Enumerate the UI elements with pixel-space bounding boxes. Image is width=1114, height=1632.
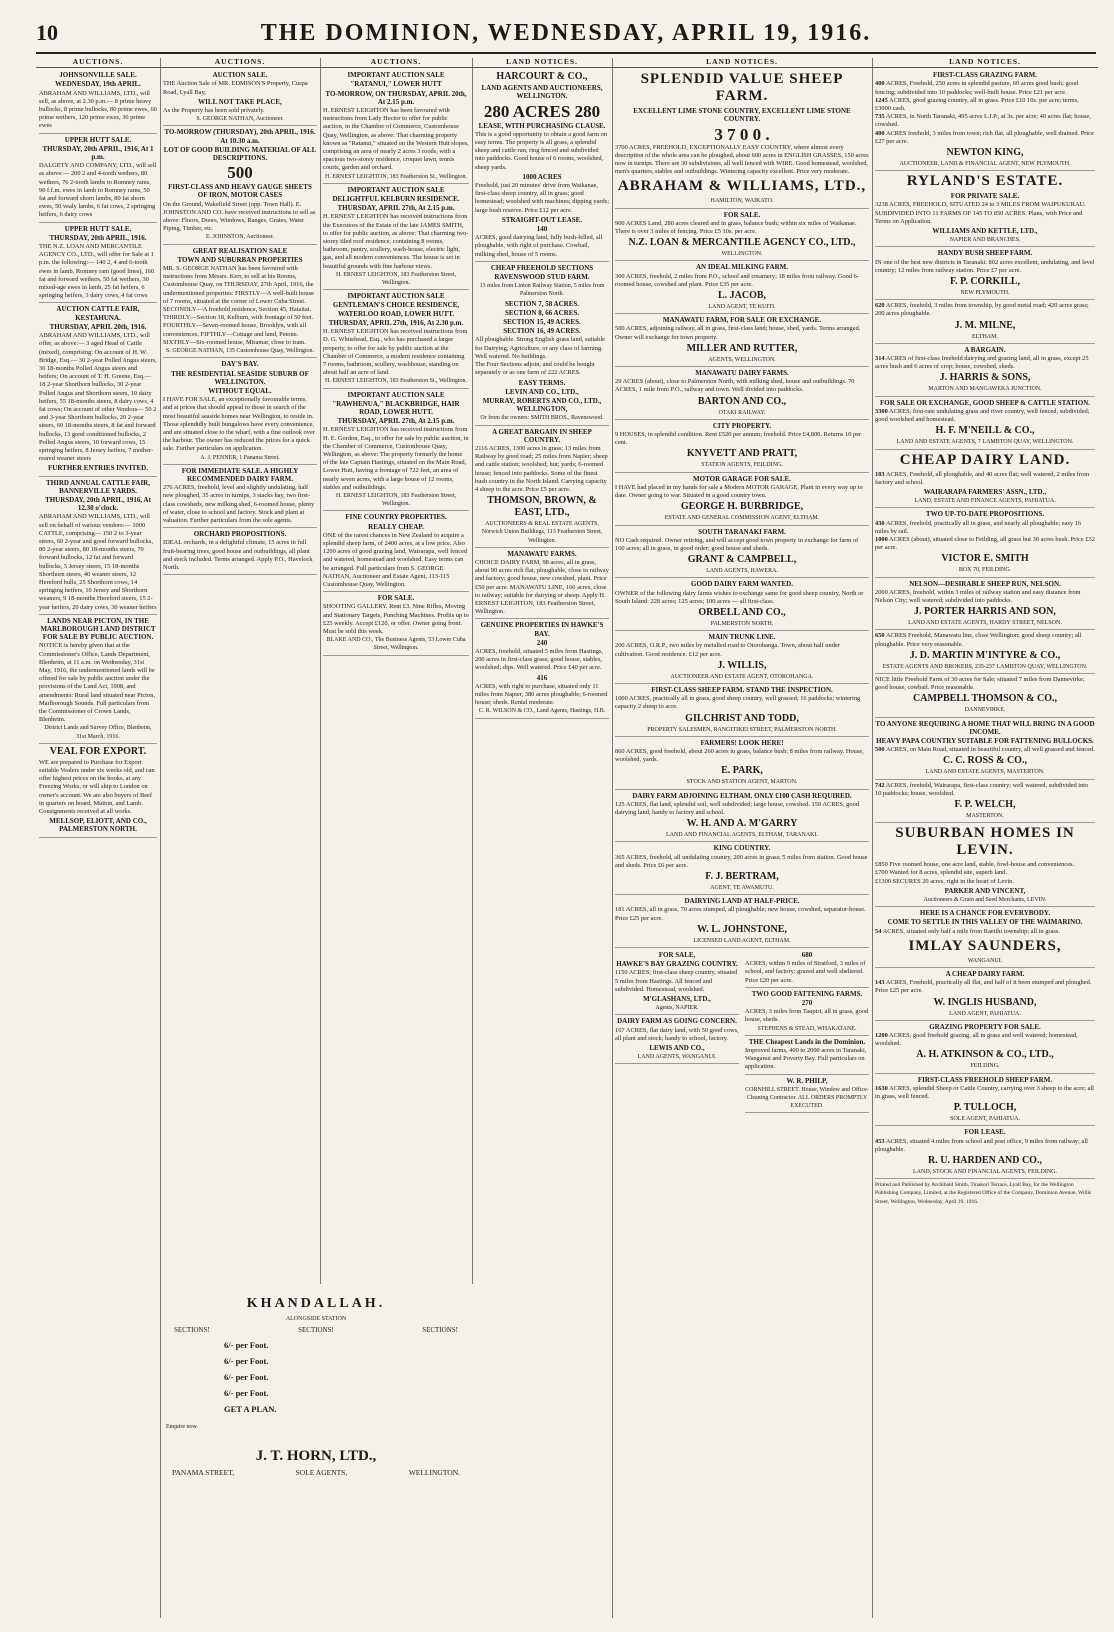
ad-city-property: CITY PROPERTY. 9 HOUSES, in splendid condition. Rent £520 per annum; freehold. Price £4,800. Returns 10 per cent. KNYVETT AND PRATT, STATION AGENTS, FEILDING.: [615, 422, 869, 473]
ad-dairy-farm-wanted: GOOD DAIRY FARM WANTED. OWNER of the following dairy farms wishes to exchange same for good sheep country, North or South Island: 228 acres; 125 acres; 100 acres — all first-class. ORBELL AND CO., PALMERSTON NORTH.: [615, 580, 869, 631]
ad-farmers-look-here: FARMERS! LOOK HERE! 860 ACRES, good freehold, about 260 acres in grass, balance bush; 8 miles from railway. House, woolshed, yards. E. PARK, STOCK AND STATION AGENT, MARTON.: [615, 739, 869, 790]
price-line: 6/- per Foot.: [224, 1372, 269, 1382]
ad-mcneill-station: FOR SALE OR EXCHANGE, GOOD SHEEP & CATTLE STATION. 3300 ACRES, first-rate undulating grass and river country, well fenced, subdivided; good woolshed and homestead. H. F. M'NEILL & CO., LAND AND ESTATE AGENTS, 7 LAMBTON QUAY, WELLINGTON.: [875, 399, 1095, 450]
masthead: [36, 12, 1096, 54]
khandallah-title: KHANDALLAH.: [246, 1296, 386, 1311]
ad-rylands-estate: RYLAND'S ESTATE. FOR PRIVATE SALE. 3238 ACRES, FREEHOLD, SITUATED 24 to 3 MILES FROM WAIPUKURAU. SUBDIVIDED INTO 11 FARMS OF 145 TO 850 ACRES. Plans, with Price and Terms on Application. WILLIAMS AND KETTLE, LTD., NAPIER AND BRANCHES.: [875, 173, 1095, 247]
ad-splendid-value-sheep-farm: SPLENDID VALUE SHEEP FARM. EXCELLENT LIME STONE COUNTRY, EXCELLENT LIME STONE COUNTRY. 3 7 0 0 . 3700 ACRES, FREEHOLD, EXCEPTIONALLY EASY COUNTRY, where almost every description of the whole area can be ploughed, about 600 acres in ENGLISH GRASSES, 150 acres now in turnips. There are 30 subdivisions, all well fenced with WIRE. Good homestead, woolshed, men's quarters, stables and outbuildings. Wintering capacity excellent. Price very moderate. ABRAHAM & WILLIAMS, LTD., HAMILTON, WAIKATO.: [615, 71, 869, 208]
enquire-now: Enquire now.: [166, 1424, 198, 1430]
ad-upper-hutt-sale-1: UPPER HUTT SALE. THURSDAY, 20th APRIL, 1916, At 1 p.m. DALGETY AND COMPANY, LTD., will sell as above:— 200 2 and 4-tooth wethers, 80 wethers, 76 2-tooth lambs to Romney rams, 90 f.f.m. ewes in lamb to Romney rams, 50 fat and forward shorn lambs, 80 fat shorn ewes, 50 vealy lambs, 6 fat cows, 2 springing heifers, 6 dairy cows: [39, 136, 157, 223]
column-land-notices-1: [472, 58, 613, 1618]
column-header: LAND NOTICES.: [612, 58, 872, 68]
ad-milking-farm: AN IDEAL MILKING FARM. 300 ACRES, freehold, 2 miles from P.O., school and creamery; 18 miles from railway. Good 6-roomed house, cowshed and plant. Price £35 per acre. L. JACOB, LAND AGENT, TE KUITI.: [615, 263, 869, 314]
ad-ross-papa-country: TO ANYONE REQUIRING A HOME THAT WILL BRING IN A GOOD INCOME. HEAVY PAPA COUNTRY SUITABLE FOR FATTENING BULLOCKS. 500 ACRES, on Main Road, situated in beautiful country, all well grassed and fenced. C. C. ROSS & CO., LAND AND ESTATE AGENTS, MASTERTON.: [875, 720, 1095, 780]
ad-campbell-thomson: NICE little Freehold Farm of 30 acres for Sale; situated 7 miles from Dannevirke; good house, cowbail. Price reasonable. CAMPBELL THOMSON & CO., DANNEVIRKE.: [875, 676, 1095, 718]
ad-tulloch: FIRST-CLASS FREEHOLD SHEEP FARM. 1630 ACRES, splendid Sheep or Cattle Country, carrying over 3 sheep to the acre; all in grass, well fenced. P. TULLOCH, SOLE AGENT, PAHIATUA.: [875, 1076, 1095, 1127]
ad-orchard-propositions: ORCHARD PROPOSITIONS. IDEAL orchards, in a delightful climate, 15 acres in full fruit-bearing trees, good house and outbuildings, all plant and stock included. Terms arranged. Apply P.O., Havelock North.: [163, 530, 317, 575]
ad-hawkes-bay-grazing: FOR SALE, HAWKE'S BAY GRAZING COUNTRY. 1150 ACRES, first-class sheep country, situated 5 miles from Hastings. All fenced and subdivided. Homestead, woolshed. M'GLASHANS, LTD., Agents, NAPIER.: [615, 951, 739, 1015]
ad-harden-lease: FOR LEASE. 453 ACRES, situated 4 miles from school and post office, 9 miles from railway; all ploughable. R. U. HARDEN AND CO., LAND, STOCK AND FINANCIAL AGENTS, FEILDING.: [875, 1128, 1095, 1179]
newspaper-title: THE DOMINION, WEDNESDAY, APRIL 19, 1916.: [260, 20, 872, 46]
ad-atkinson: GRAZING PROPERTY FOR SALE. 1200 ACRES, good freehold grazing, all in grass and well watered; homestead, woolshed. A. H. ATKINSON & CO., LTD., FEILDING.: [875, 1023, 1095, 1074]
ad-philp-cleaning: W. R. PHILP, CORNHILL STREET. House, Window and Office-Cleaning Contractor. ALL ORDERS PROMPTLY EXECUTED.: [745, 1077, 869, 1114]
column-header: LAND NOTICES.: [872, 58, 1098, 68]
price-line: 6/- per Foot.: [224, 1340, 269, 1350]
ad-ratanui-sale: IMPORTANT AUCTION SALE "RATANUI," LOWER HUTT TO-MORROW, ON THURSDAY, APRIL 20th, At 2.15 p.m. H. ERNEST LEIGHTON has been favoured with instructions from Lady Hector to offer for public auction, in the Chamber of Commerce, Customhouse Quay, Wellington, as above: That charming property known as "Ratanui," situated on the Western Hutt slopes, comprising an area of nearly 2 acres 3 roods, with a spacious two-storey residence, croquet lawn, tennis courts, garden and orchard. H. ERNEST LEIGHTON, 183 Featherston St., Wellington.: [323, 71, 469, 184]
ad-stratford-680: 680 ACRES, within 9 miles of Stratford, 3 miles of school, and factory; grazed and well sheltered. Price £20 per acre.: [745, 951, 869, 988]
ad-nz-loan: FOR SALE. 900 ACRES Land, 280 acres cleared and in grass, balance bush; within six miles of Waikanae. There is over 3 miles of fencing. Price £5 10s. per acre. N.Z. LOAN & MERCANTILE AGENCY CO., LTD., WELLINGTON.: [615, 211, 869, 262]
sections-row: SECTIONS! SECTIONS! SECTIONS!: [174, 1326, 458, 1334]
ad-edmison-sale: AUCTION SALE. THE Auction Sale of MR. EDMISON'S Property, Cuspa Road, Lyall Bay, WILL NOT TAKE PLACE, As the Property has been sold privately. S. GEORGE NATHAN, Auctioneer.: [163, 71, 317, 126]
column-header: AUCTIONS.: [36, 58, 160, 68]
ad-annual-cattle-fair: THIRD ANNUAL CATTLE FAIR, BANNERVILLE YARDS. THURSDAY, 20th APRIL, 1916, At 12.30 o'clock. ABRAHAM AND WILLIAMS, LTD., will sell on behalf of various vendors:— 1000 CATTLE, comprising— 150 2 to 3-year steers, 60 2-year and good forward bullocks, 80 2-year steers, 80 18-months steers, 70 forward bullocks, 12 fat and forward bullocks, 5 Jersey steers, 15 18-months Shorthorn steers, 40 weaner steers, 12 Hereford bulls, 25 Shorthorn cows, 14 springing heifers, 10 Jersey and Shorthorn weaners, 9 18-months Hereford steers, 15 2-year heifers, 20 dairy cows, 30 weaner heifers: [39, 479, 157, 615]
ad-south-taranaki-farm: SOUTH TARANAKI FARM. NO Cash required. Owner retiring, and will accept good town property in exchange for farm of 160 acres; all in grass, in good order; good house and sheds. GRANT & CAMPBELL, LAND AGENTS, HAWERA.: [615, 528, 869, 579]
ad-manawatu-dairy-farms: MANAWATU DAIRY FARMS. 29 ACRES (about), close to Palmerston North, with milking shed, house and outbuildings. 70 ACRES, 1 mile from P.O., railway and town. Well divided into paddocks. BARTON AND CO., OTAKI RAILWAY.: [615, 369, 869, 420]
ad-waterloo-road-residence: IMPORTANT AUCTION SALE GENTLEMAN'S CHOICE RESIDENCE, WATERLOO ROAD, LOWER HUTT. THURSDAY, APRIL 27th, 1916, At 2.30 p.m. H. ERNEST LEIGHTON has received instructions from D. G. Whitehead, Esq., who has purchased a larger property, to offer for sale by public auction at the Chamber of Commerce, a modern residence containing 7 rooms, bathroom, scullery, washhouse, standing on about half an acre of land. H. ERNEST LEIGHTON, 183 Featherston St., Wellington.: [323, 292, 469, 388]
page-number: 10: [36, 20, 58, 45]
column-header: AUCTIONS.: [320, 58, 472, 68]
price-line: 6/- per Foot.: [224, 1388, 269, 1398]
ad-manawatu-farms: MANAWATU FARMS. CHOICE DAIRY FARM, 98 acres, all in grass, about 90 acres rich flat, ploughable, close to railway and factory; good house, new cowshed, plant. Price £50 per acre. MANAWATU LINE, 160 acres, close to railway; suitable for dairying or sheep. Apply H. ERNEST LEIGHTON, 183 Featherston Street, Wellington.: [475, 550, 609, 620]
ad-dairying-land-half-price: DAIRYING LAND AT HALF-PRICE. 181 ACRES, all in grass, 70 acres stumped, all ploughable; new house, cowshed, separator-house. Price £25 per acre. W. L. JOHNSTONE, LICENSED LAND AGENT, ELTHAM.: [615, 897, 869, 948]
ad-dairy-farm-eltham: DAIRY FARM ADJOINING ELTHAM. ONLY £100 CASH REQUIRED. 125 ACRES, flat land, splendid soil, well subdivided; large house, cowshed. 150 ACRES, good dairying land, handy to factory and school. W. H. AND A. M'GARRY LAND AND FINANCIAL AGENTS, ELTHAM, TARANAKI.: [615, 792, 869, 843]
column-land-notices-3: [872, 58, 1098, 1618]
ad-sheep-country-bargain: A GREAT BARGAIN IN SHEEP COUNTRY. 2116 ACRES, 1300 acres in grass; 13 miles from Railway by good road; 25 miles from Napier; sheep and cattle station; woolshed; hut; yards; 6-roomed house; fenced into paddocks. Some of the finest bush country in the North Island. Carrying capacity 4 sheep to the acre. Price £5 per acre. THOMSON, BROWN, & EAST, LTD., AUCTIONEERS & REAL ESTATE AGENTS, Norwich Union Buildings, 113 Featherston Street, Wellington.: [475, 428, 609, 548]
khandallah-firm: J. T. HORN, LTD.,: [255, 1448, 377, 1464]
column-land-notices-2: [612, 58, 873, 1618]
get-a-plan: GET A PLAN.: [224, 1404, 277, 1414]
ad-first-class-sheep-farm: FIRST-CLASS SHEEP FARM. STAND THE INSPECTION. 1000 ACRES, practically all in grass, good sheep country, well grassed; 16 paddocks; wintering capacity 2 sheep to acre. GILCHRIST AND TODD, PROPERTY SALESMEN, RANGITIKEI STREET, PALMERSTON NORTH.: [615, 686, 869, 737]
column-header: LAND NOTICES.: [472, 58, 612, 68]
column-header: AUCTIONS.: [160, 58, 320, 68]
ad-cheapest-lands: THE Cheapest Lands in the Dominion. Improved farms, 400 to 2000 acres in Taranaki, Wanganui and Poverty Bay. Full particulars on application.: [745, 1038, 869, 1075]
ad-country-properties: FINE COUNTRY PROPERTIES. REALLY CHEAP. ONE of the rarest chances in New Zealand to acquire a splendid sheep farm, of 2400 acres, at a low price. Also 1200 acres of good grazing land, Wairarapa, well fenced and watered, homestead and woolshed. Easy terms can be arranged. Full particulars from S. GEORGE NATHAN, Auctioneer and Estate Agent, 113-115 Customhouse Quay, Wellington.: [323, 513, 469, 592]
ad-upper-hutt-sale-2: UPPER HUTT SALE. THURSDAY, 20th APRIL, 1916. THE N.Z. LOAN AND MERCANTILE AGENCY CO., LTD., will offer for Sale at 1 p.m. the following:— 140 2, 4 and 6-tooth ewes in lamb, Romney ram (good lines), 160 fat and forward wethers, 50 fat wethers, 30 mixed-age ewes in lamb, 25 fat heifers, 6 springing heifers, 3 dairy cows, 4 fat cows: [39, 225, 157, 304]
ad-fattening-farms: TWO GOOD FATTENING FARMS. 270 ACRES, 3 miles from Taupiri, all in grass, good house, sheds. STEPHENS & STEAD, WHAKATANE.: [745, 990, 869, 1036]
ad-martin-mcintyre: 650 ACRES Freehold, Manawatu line, close Wellington; good sheep country; all ploughable. Price very reasonable. J. D. MARTIN M'INTYRE & CO., ESTATE AGENTS AND BROKERS, 235-237 LAMBTON QUAY, WELLINGTON.: [875, 632, 1095, 674]
ad-manawatu-exchange: MANAWATU FARM, FOR SALE OR EXCHANGE. 500 ACRES, adjoining railway, all in grass, first-class land; house, shed, yards. Terms arranged. Owner will exchange for town property. MILLER AND RUTTER, AGENTS, WELLINGTON.: [615, 316, 869, 367]
ad-inglis-husband: A CHEAP DAIRY FARM. 143 ACRES, Freehold, practically all flat, and half of it been stumped and ploughed. Price £25 per acre. W. INGLIS HUSBAND, LAND AGENT, PAHIATUA.: [875, 970, 1095, 1021]
ad-cheap-freehold-sections: CHEAP FREEHOLD SECTIONS RAVENSWOOD STUD FARM. 13 miles from Linton Railway Station, 5 miles from Palmerston North. SECTION 7, 58 ACRES. SECTION 8, 66 ACRES. SECTION 15, 49 ACRES. SECTION 16, 49 ACRES. All ploughable. Strong English grass land, suitable for Dairying, Agriculture, or any class of farming. Well watered. No buildings. The Four Sections adjoin, and could be bought separately or as one farm of 222 ACRES. EASY TERMS. LEVIN AND CO., LTD., MURRAY, ROBERTS AND CO., LTD., WELLINGTON, Or from the owners: SMITH BROS., Ravenswood.: [475, 264, 609, 426]
ad-bush-sheep-farm: HANDY BUSH SHEEP FARM. IN one of the best new districts in Taranaki: 802 acres excellent, undulating, and level country; 12 miles from railway station. Price £7 per acre. F. P. CORKILL, NEW PLYMOUTH.: [875, 249, 1095, 300]
ad-imlay-saunders: HERE IS A CHANCE FOR EVERYBODY. COME TO SETTLE IN THIS VALLEY OF THE WAIMARINO. 54 ACRES, situated only half a mile from Raetihi township; all in grass. IMLAY SAUNDERS, WANGANUI.: [875, 909, 1095, 968]
ad-building-material: TO-MORROW (THURSDAY), 20th APRIL, 1916. At 10.30 a.m. LOT OF GOOD BUILDING MATERIAL OF ALL DESCRIPTIONS. 500 FIRST-CLASS AND HEAVY GAUGE SHEETS OF IRON, MOTOR CASES On the Ground, Wakefield Street (opp. Town Hall). E. JOHNSTON AND CO. have received instructions to sell as above: Floors, Doors, Windows, Ranges, Grates, Water Piping, Timber, etc. E. JOHNSTON, Auctioneer.: [163, 128, 317, 244]
ad-victor-smith: TWO UP-TO-DATE PROPOSITIONS. 430 ACRES, freehold, practically all in grass, and nearly all ploughable; easy 16 miles by rail. 1000 ACRES (about), situated close to Feilding, all grass but 30 acres bush. Price £32 per acre. VICTOR E. SMITH BOX 70, FEILDING.: [875, 510, 1095, 577]
ad-cattle-fair: AUCTION CATTLE FAIR, KESTAHUNA. THURSDAY, APRIL 20th, 1916. ABRAHAM AND WILLIAMS, LTD., will offer, as above:— 3 aged Head of Cattle (mixed), comprising: On account of H. W. Bridge, Esq.— 30 2-year Polled Angus steers, 36 18-months Polled Angus steers and heifers; On account of T. H. Greene, Esq.— 18 2-year Shorthorn bullocks, 30 2-year Polled Angus and Shorthorn steers, 10 dairy heifers, 55 18-months steers, 8 dairy cows, 4 fat cows; On account of other Vendors— 50 2 and 3-year Shorthorn bullocks, 20 2-year steers, 60 18-months steers, 8 fat and forward bullocks, 13 good conditioned bullocks, 2 Polled Angus steers, 10 forward cows, 15 springing heifers, 8 Jersey heifers, 7 mother-reared weaner steers FURTHER ENTRIES INVITED.: [39, 305, 157, 476]
ad-cheap-dairy-land: CHEAP DAIRY LAND. 103 ACRES, Freehold, all ploughable, and 40 acres flat; well watered, 2 miles from factory and school. WAIRARAPA FARMERS' ASSN., LTD., LAND, ESTATE AND FINANCE AGENTS, PAHIATUA.: [875, 452, 1095, 509]
price-line: 6/- per Foot.: [224, 1356, 269, 1366]
ad-rawhenua-sale: IMPORTANT AUCTION SALE "RAWHENUA," BLACKBRIDGE, HAIR ROAD, LOWER HUTT. THURSDAY, APRIL 27th, At 2.15 p.m. H. ERNEST LEIGHTON has received instructions from H. E. Gordon, Esq., to offer for sale by public auction, in the Chamber of Commerce, Customhouse Quay, Wellington, as above: The property formerly the home of the late Captain Hastings, situated on the Main Road, Lower Hutt, having a frontage of 722 feet, an area of nearly seven acres, with a large house of 12 rooms, stables and outbuildings. H. ERNEST LEIGHTON, 183 Featherston Street, Wellington.: [323, 391, 469, 512]
ad-lands-near-picton: LANDS NEAR PICTON, IN THE MARLBOROUGH LAND DISTRICT FOR SALE BY PUBLIC AUCTION. NOTICE is hereby given that at the Commissioner's Office, Lands Department, Blenheim, at 11 a.m. on Wednesday, 31st May, 1916, the undermentioned lands will be offered for sale by public auction under the provisions of the Land Act, 1908, and amendments: Rural land situated near Picton, Marlborough Sounds. Full particulars from the Commissioner of Crown Lands, Blenheim. District Lands and Survey Office, Blenheim, 31st March, 1916.: [39, 617, 157, 744]
ad-hawkes-bay-properties: GENUINE PROPERTIES IN HAWKE'S BAY. 240 ACRES, freehold, situated 5 miles from Hastings, 200 acres in first-class grass; good house, stables, woolshed; dips. Well watered. Price £40 per acre. 416 ACRES, with right to purchase, situated only 11 miles from Napier, 380 acres ploughable; 6-roomed house; sheds. Rental moderate. C. R. WILSON & CO., Land Agents, Hastings, H.B.: [475, 621, 609, 718]
ad-main-trunk-line: MAIN TRUNK LINE. 200 ACRES, O.R.P., two miles by metalled road to Otorohanga. Town, about half under cultivation. Good residence. £12 per acre. J. WILLIS, AUCTIONEER AND ESTATE AGENT, OTOROHANGA.: [615, 633, 869, 684]
ad-days-bay: DAY'S BAY. THE RESIDENTIAL SEASIDE SUBURB OF WELLINGTON. WITHOUT EQUAL. I HAVE FOR SALE, an exceptionally favourable terms, and at prices that should appeal to those in search of the most beautiful seaside homes near Wellington, to reside in. Those splendidly built bungalows have every convenience, and are situated close to the wharf, with a fine outlook over the harbour. The owner has reduced the prices for a quick sale. Further particulars on application. A. J. PENNER, 1 Panama Street.: [163, 360, 317, 464]
ad-milne: 620 ACRES, freehold, 3 miles from township, by good metal road; 420 acres grass; 200 acres ploughable. J. M. MILNE, ELTHAM.: [875, 302, 1095, 344]
column-auctions-3: [320, 58, 473, 1284]
ad-dairy-going-concern: DAIRY FARM AS GOING CONCERN. 167 ACRES, flat dairy land, with 50 good cows, all plant and stock; handy to school, factory. LEWIS AND CO., LAND AGENTS, WANGANUI.: [615, 1017, 739, 1064]
ad-newton-king: FIRST-CLASS GRAZING FARM. 400 ACRES, Freehold, 250 acres in splendid pasture, 60 acres good bush; good fencing; subdivided into 10 paddocks; well-built house. Price £21 per acre. 1245 ACRES, good grazing country, all in grass. Price £10 10s. per acre; terms, £3000 cash. 735 ACRES, in North Taranaki, 495 acres L.I.P., at 3s. per acre; 40 acres flat; house, cowshed. 400 ACRES freehold, 3 miles from town; rich flat, all ploughable, well drained. Price £27 per acre. NEWTON KING, AUCTIONEER, LAND & FINANCIAL AGENT, NEW PLYMOUTH.: [875, 71, 1095, 171]
ad-veal-for-export: VEAL FOR EXPORT. WE are prepared to Purchase for Export suitable Vealers under six weeks old, and can offer highest prices on the hooks, at any Freezing Works, or will ship to London on owner's account. We are also buyers of Beef in quarters on board, Mutton, and Lamb. Consignments received at all works. MELLSOP, ELIOTT, AND CO., PALMERSTON NORTH.: [39, 746, 157, 838]
ad-shooting-gallery: FOR SALE. SHOOTING GALLERY. Rent £3. Nine Rifles, Moving and Stationary Targets, Punching Machines. Profits up to £25 weekly. Accept £120, or offer. Owner going front. Must be sold this week. BLAKE AND CO., The Business Agents, 53 Lower Cuba Street, Wellington.: [323, 594, 469, 655]
imprint: Printed and Published by Archibald Smith, Tinakori Terrace, Lyall Bay, for the Wellington Publishing Company, Limited, at the Registered Office of the Company, Dominion Avenue, Willis Street, Wellington, Wednesday, April 19, 1916.: [875, 1182, 1092, 1205]
ad-harcourt: HARCOURT & CO., LAND AGENTS AND AUCTIONEERS, WELLINGTON. 280 ACRES 280 LEASE, WITH PURCHASING CLAUSE. This is a good opportunity to obtain a good farm on easy terms. The property is all grass, a splendid sheep and cattle run, ring fenced and subdivided into paddocks. Good house of 6 rooms, woolshed, sheep yards. 1000 ACRES Freehold, just 20 minutes' drive from Waikanae, first-class sheep country, all in grass; good homestead; woolshed with machines; dipping yards; large bush reserve. Price £12 per acre. STRAIGHT-OUT LEASE. 140 ACRES, good dairying land, fully bush-felled, all ploughable, with right of purchase. Cowbail, milking shed, house of 5 rooms.: [475, 71, 609, 262]
column-auctions-2: [160, 58, 321, 1284]
ad-dairy-farm: FOR IMMEDIATE SALE. A HIGHLY RECOMMENDED DAIRY FARM. 276 ACRES, freehold, level and slightly undulating, half new ploughed, 35 acres in turnips, 3 stacks hay, two first-class cowsheds, new milking shed, 6-roomed house, plenty of water, close to school and factory. Stock and plant at valuation. Further particulars from the sole agents.: [163, 467, 317, 528]
ad-kelburn-residence: IMPORTANT AUCTION SALE DELIGHTFUL KELBURN RESIDENCE. THURSDAY, APRIL 27th, At 2.15 p.m. H. ERNEST LEIGHTON has received instructions from the Executors of the Estate of the late JAMES SMITH, to offer for public auction, as above: That charming two-storey tiled roof residence, containing 8 rooms, bathroom, pantry, scullery, wash-house, electric light, gas, and all modern conveniences. The house is set in beautiful grounds with fine harbour views. H. ERNEST LEIGHTON, 183 Featherston Street, Wellington.: [323, 186, 469, 290]
ad-king-country: KING COUNTRY. 365 ACRES, freehold, all undulating country, 200 acres in grass; 5 miles from station. Good house and sheds. Price £6 per acre. F. J. BERTRAM, AGENT, TE AWAMUTU.: [615, 844, 869, 895]
ad-suburban-homes-levin: SUBURBAN HOMES IN LEVIN. £850 Five roomed house, one acre land, stable, fowl-house and conveniences. £700 Wanted for 8 acres, splendid site, superb land. £1300 SECURES 20 acres, right in the heart of Levin. PARKER AND VINCENT, Auctioneers & Grain and Seed Merchants, LEVIN.: [875, 825, 1095, 907]
ad-harris-bargain: A BARGAIN. 314 ACRES of first-class freehold dairying and grazing land, all in grass, except 25 acres bush and 6 acres of crop; house, cowshed, sheds. J. HARRIS & SONS, MARTON AND MANGAWEKA JUNCTION.: [875, 346, 1095, 397]
ad-johnsonville-sale: JOHNSONVILLE SALE. WEDNESDAY, 19th APRIL. ABRAHAM AND WILLIAMS, LTD., will sell, as above, at 2.30 p.m.— 8 prime heavy bullocks, 8 prime bullocks, 80 prime ewes, 60 prime wethers, 120 prime ewes, 30 prime ewes: [39, 71, 157, 133]
ad-motor-garage: MOTOR GARAGE FOR SALE. I HAVE had placed in my hands for sale a Modern MOTOR GARAGE, Plant in every way up to date. Owner going to war. Situated in a good country town. GEORGE H. BURBRIDGE, ESTATE AND GENERAL COMMISSION AGENT, ELTHAM.: [615, 475, 869, 526]
ad-welch: 742 ACRES, freehold, Wairarapa, first-class country; well watered, subdivided into 10 paddocks; house, woolshed. F. P. WELCH, MASTERTON.: [875, 782, 1095, 824]
ad-khandallah: KHANDALLAH. ALONGSIDE STATION SECTIONS! SECTIONS! SECTIONS! 6/- per Foot. 6/- per Foot. 6/- per Foot. 6/- per Foot. GET A PLAN. Enquire now. J. T. HORN, LTD., PANAMA STREET, SOLE AGENTS, WELLINGTON.: [160, 1290, 472, 1610]
ad-nelson-sheep-run: NELSON—DESIRABLE SHEEP RUN, NELSON. 2000 ACRES, freehold, within 3 miles of railway station and easy distance from Nelson City; well watered; subdivided into paddocks. J. PORTER HARRIS AND SON, LAND AND ESTATE AGENTS, HARDY STREET, NELSON.: [875, 580, 1095, 631]
ad-realisation-sale: GREAT REALISATION SALE TOWN AND SUBURBAN PROPERTIES MR. S. GEORGE NATHAN has been favoured with instructions from Messrs. Kerr, to sell at his Rooms, Customhouse Quay, on THURSDAY, 27th April, 1916, the undermentioned properties: FIRSTLY—A well-built house of 7 rooms, situated at the corner of Lower Cuba Street. SECONDLY—A freehold residence, Section 45, Hataitai. THIRDLY—Section 18, Kelburn, with frontage of 50 feet. FOURTHLY—Seven-roomed house, Brooklyn, with all conveniences. FIFTHLY—Cottage and land, Petone. SIXTHLY—Six-roomed house, Miramar, close to tram. S. GEORGE NATHAN, 135 Customhouse Quay, Wellington.: [163, 247, 317, 359]
column-auctions-1: [36, 58, 161, 1618]
